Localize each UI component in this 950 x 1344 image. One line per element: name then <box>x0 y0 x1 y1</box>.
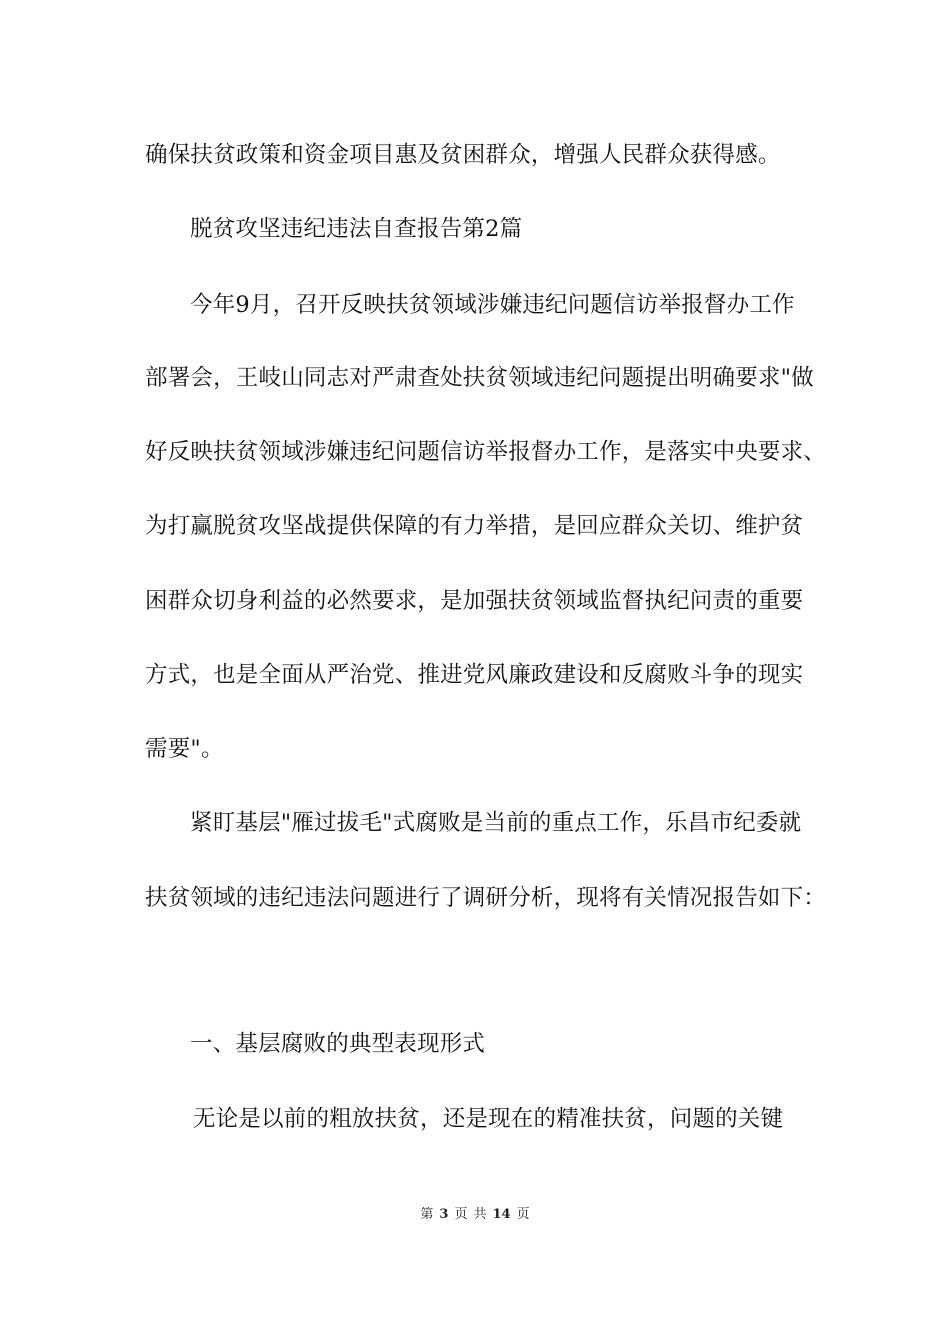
paragraph-line: 部署会，王岐山同志对严肃查处扶贫领域违纪问题提出明确要求"做 <box>145 365 814 391</box>
paragraph-line: 今年9月，召开反映扶贫领域涉嫌违纪问题信访举报督办工作 <box>190 292 795 318</box>
paragraph-line: 困群众切身利益的必然要求，是加强扶贫领域监督执纪问责的重要 <box>145 588 804 614</box>
paragraph-line: 方式，也是全面从严治党、推进党风廉政建设和反腐败斗争的现实 <box>145 662 804 688</box>
footer-prefix: 第 <box>420 1207 434 1222</box>
footer-page-word: 页 <box>454 1207 468 1222</box>
footer-total-pages: 14 <box>492 1207 511 1222</box>
footer-suffix: 页 <box>516 1207 530 1222</box>
footer-total-word: 共 <box>473 1207 487 1222</box>
paragraph-line: 扶贫领域的违纪违法问题进行了调研分析，现将有关情况报告如下： <box>145 885 827 911</box>
section-heading: 一、基层腐败的典型表现形式 <box>190 1031 486 1057</box>
section-heading: 脱贫攻坚违纪违法自查报告第2篇 <box>190 216 523 242</box>
paragraph-line: 紧盯基层"雁过拔毛"式腐败是当前的重点工作，乐昌市纪委就 <box>190 810 802 836</box>
paragraph-line: 无论是以前的粗放扶贫，还是现在的精准扶贫，问题的关键 <box>193 1106 784 1132</box>
footer-current-page: 3 <box>439 1207 449 1222</box>
paragraph-line: 需要"。 <box>145 736 224 762</box>
paragraph-line: 为打赢脱贫攻坚战提供保障的有力举措，是回应群众关切、维护贫 <box>145 513 804 539</box>
page-footer <box>0 1206 950 1224</box>
paragraph-line: 确保扶贫政策和资金项目惠及贫困群众，增强人民群众获得感。 <box>145 142 781 168</box>
paragraph-line: 好反映扶贫领域涉嫌违纪问题信访举报督办工作，是落实中央要求、 <box>145 439 827 465</box>
